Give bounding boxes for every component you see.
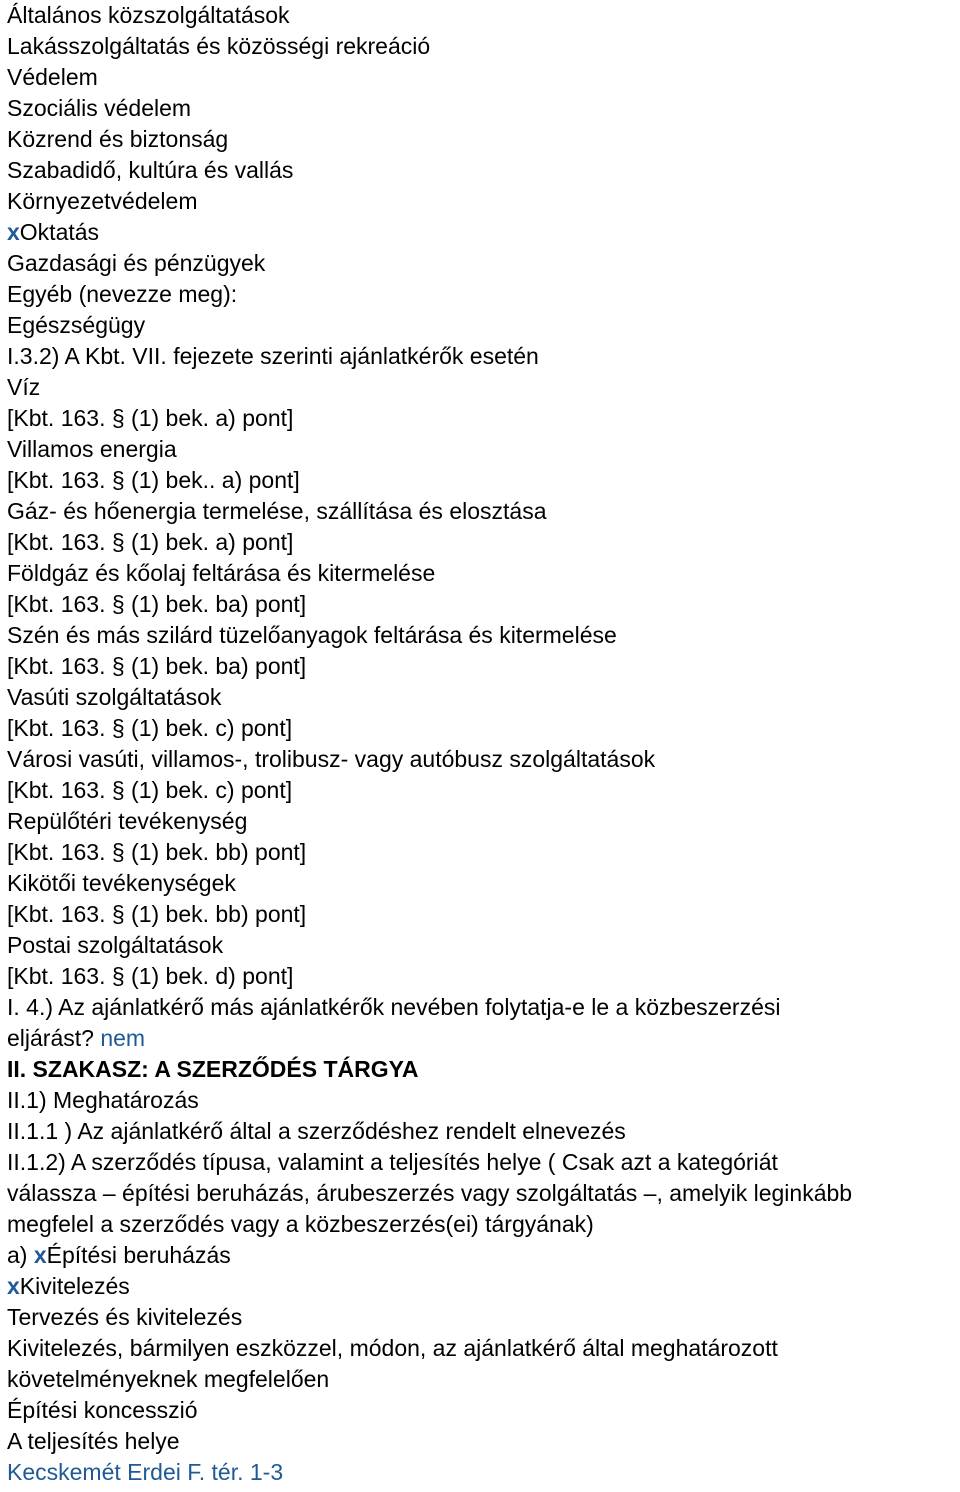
option-prefix: a) xyxy=(7,1242,28,1268)
selected-mark: x xyxy=(7,1273,20,1299)
selected-mark: x xyxy=(33,1242,47,1268)
section-ii-1-1-heading: II.1.1 ) Az ajánlatkérő által a szerződéshez rendelt elnevezés xyxy=(7,1118,626,1144)
performance-location-label: A teljesítés helye xyxy=(7,1428,180,1454)
question-i-4-continued xyxy=(7,1023,960,1054)
legal-reference: [Kbt. 163. § (1) bek. ba) pont] xyxy=(7,653,307,679)
option-gas-heat: Gáz- és hőenergia termelése, szállítása és elosztása xyxy=(7,498,547,524)
question-i-4: I. 4.) Az ajánlatkérő más ajánlatkérők nevében folytatja-e le a közbeszerzési xyxy=(7,994,781,1020)
option-other: Egyéb (nevezze meg): xyxy=(7,281,238,307)
section-ii-1-2-text: válassza – építési beruházás, árubeszerzés vagy szolgáltatás –, amelyik leginkább xyxy=(7,1180,853,1206)
legal-reference: [Kbt. 163. § (1) bek. ba) pont] xyxy=(7,591,307,617)
option-execution-any-means: Kivitelezés, bármilyen eszközzel, módon, az ajánlatkérő által meghatározott xyxy=(7,1335,778,1361)
legal-reference: [Kbt. 163. § (1) bek. bb) pont] xyxy=(7,839,307,865)
option-social-protection: Szociális védelem xyxy=(7,95,192,121)
option-defence: Védelem xyxy=(7,64,98,90)
option-environment: Környezetvédelem xyxy=(7,188,198,214)
legal-reference: [Kbt. 163. § (1) bek. c) pont] xyxy=(7,777,293,803)
option-design-and-execution: Tervezés és kivitelezés xyxy=(7,1304,243,1330)
option-oil-gas-exploration: Földgáz és kőolaj feltárása és kitermelése xyxy=(7,560,436,586)
option-construction-label: Építési beruházás xyxy=(46,1242,231,1268)
option-railway-services: Vasúti szolgáltatások xyxy=(7,684,222,710)
option-execution-label: Kivitelezés xyxy=(19,1273,130,1299)
option-airport-activities: Repülőtéri tevékenység xyxy=(7,808,248,834)
legal-reference: [Kbt. 163. § (1) bek. c) pont] xyxy=(7,715,293,741)
option-port-activities: Kikötői tevékenységek xyxy=(7,870,236,896)
option-health: Egészségügy xyxy=(7,312,146,338)
option-recreation-culture: Szabadidő, kultúra és vallás xyxy=(7,157,294,183)
option-general-public-services: Általános közszolgáltatások xyxy=(7,2,290,28)
question-i-4-tail: eljárást? xyxy=(7,1025,94,1051)
option-construction xyxy=(7,1240,960,1271)
section-ii-1-2-text: megfelel a szerződés vagy a közbeszerzés(ei) tárgyának) xyxy=(7,1211,594,1237)
option-electricity: Villamos energia xyxy=(7,436,177,462)
section-ii-heading: II. SZAKASZ: A SZERZŐDÉS TÁRGYA xyxy=(7,1056,419,1082)
section-ii-1-heading: II.1) Meghatározás xyxy=(7,1087,199,1113)
option-education-label: Oktatás xyxy=(19,219,100,245)
option-urban-transport: Városi vasúti, villamos-, trolibusz- vagy autóbusz szolgáltatások xyxy=(7,746,656,772)
option-education xyxy=(7,217,960,248)
option-works-concession: Építési koncesszió xyxy=(7,1397,198,1423)
option-economic-financial: Gazdasági és pénzügyek xyxy=(7,250,266,276)
section-i-3-2-heading: I.3.2) A Kbt. VII. fejezete szerinti ajánlatkérők esetén xyxy=(7,343,539,369)
performance-location-value: Kecskemét Erdei F. tér. 1-3 xyxy=(7,1459,284,1485)
option-postal-services: Postai szolgáltatások xyxy=(7,932,224,958)
option-coal-exploration: Szén és más szilárd tüzelőanyagok feltárása és kitermelése xyxy=(7,622,617,648)
legal-reference: [Kbt. 163. § (1) bek.. a) pont] xyxy=(7,467,300,493)
option-execution-any-means-cont: követelményeknek megfelelően xyxy=(7,1366,330,1392)
legal-reference: [Kbt. 163. § (1) bek. a) pont] xyxy=(7,529,294,555)
section-ii-1-2-heading: II.1.2) A szerződés típusa, valamint a teljesítés helye ( Csak azt a kategóriát xyxy=(7,1149,778,1175)
legal-reference: [Kbt. 163. § (1) bek. bb) pont] xyxy=(7,901,307,927)
option-public-order: Közrend és biztonság xyxy=(7,126,229,152)
option-housing-community: Lakásszolgáltatás és közösségi rekreáció xyxy=(7,33,431,59)
legal-reference: [Kbt. 163. § (1) bek. d) pont] xyxy=(7,963,294,989)
answer-value: nem xyxy=(100,1025,146,1051)
option-execution xyxy=(7,1271,960,1302)
selected-mark: x xyxy=(7,219,20,245)
legal-reference: [Kbt. 163. § (1) bek. a) pont] xyxy=(7,405,294,431)
option-water: Víz xyxy=(7,374,41,400)
